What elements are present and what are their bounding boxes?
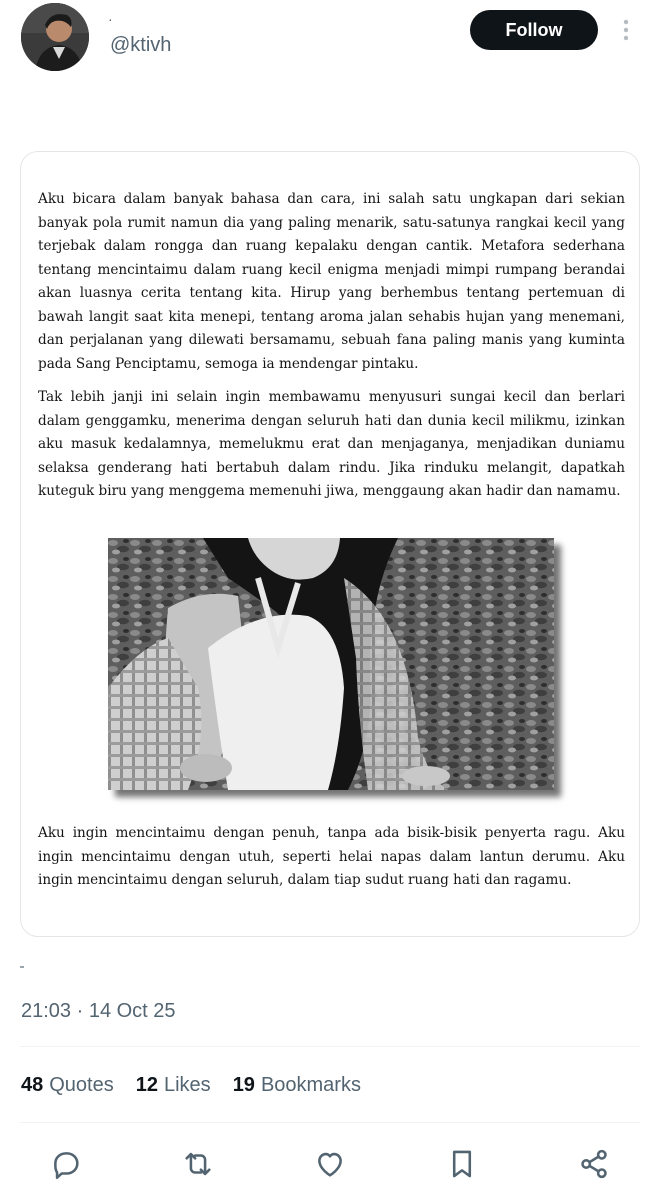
share-icon xyxy=(577,1147,611,1181)
quotes-stat[interactable] xyxy=(21,1074,114,1097)
woman-in-garden-illustration xyxy=(108,538,554,790)
likes-label: Likes xyxy=(163,1074,211,1096)
bookmark-icon xyxy=(445,1147,479,1181)
quotes-label: Quotes xyxy=(49,1074,114,1096)
bookmarks-label: Bookmarks xyxy=(260,1074,361,1096)
more-options-button[interactable] xyxy=(612,14,640,46)
bookmarks-count: 19 xyxy=(232,1074,255,1096)
poem-paragraph-3: Aku ingin mencintaimu dengan penuh, tanpa ada bisik-bisik penyerta ragu. Aku ingin mencintaimu dengan utuh, seperti helai napas dalam lantun derumu. Aku ingin mencintaimu dengan seluruh, dalam tiap sudut ruang hati dan ragamu. xyxy=(38,825,625,888)
repost-icon xyxy=(181,1147,215,1181)
display-name[interactable]: · xyxy=(108,11,113,27)
post-image-card[interactable] xyxy=(20,151,640,937)
like-button[interactable] xyxy=(312,1146,348,1182)
avatar-photo xyxy=(21,3,89,71)
avatar[interactable] xyxy=(21,3,89,71)
follow-button[interactable]: Follow xyxy=(470,10,598,50)
text-fragment xyxy=(20,966,24,968)
reply-button[interactable] xyxy=(48,1146,84,1182)
more-vertical-icon xyxy=(623,19,629,41)
engagement-stats xyxy=(21,1074,361,1097)
reply-icon xyxy=(49,1147,83,1181)
share-button[interactable] xyxy=(576,1146,612,1182)
quotes-count: 48 xyxy=(21,1074,44,1096)
bookmarks-stat[interactable] xyxy=(233,1074,361,1097)
like-icon xyxy=(313,1147,347,1181)
poem-paragraph-2: Tak lebih janji ini selain ingin membawamu menyusuri sungai kecil dan berlari dalam genggamku, menerima dengan seluruh hati dan dunia kecil milikmu, izinkan aku masuk kedalamnya, memelukmu erat dan menjaganya, menjadikan duniamu selaksa genderang hati bertabuh dalam rindu. Jika rinduku melangit, dapatkah kuteguk biru yang menggema memenuhi jiwa, menggaung akan hadir dan namamu. xyxy=(38,389,625,499)
post-header xyxy=(0,0,660,80)
divider xyxy=(20,1046,640,1047)
grayscale-photo xyxy=(108,538,554,790)
post-action-bar xyxy=(0,1140,660,1190)
divider xyxy=(20,1122,640,1123)
user-handle[interactable]: @ktivh xyxy=(110,34,172,56)
likes-count: 12 xyxy=(135,1074,158,1096)
likes-stat[interactable] xyxy=(136,1074,211,1097)
poem-paragraph-1: Aku bicara dalam banyak bahasa dan cara, ini salah satu ungkapan dari sekian banyak pola rumit namun dia yang paling menarik, satu-satunya rangkai kecil yang terjebak dalam rongga dan ruang kepalaku dengan cantik. Metafora sederhana tentang mencintaimu dalam ruang kecil enigma menjadi mimpi rumpang berandai akan luasnya cerita tentang kita. Hirup yang berhembus tentang pertemuan di bawah langit saat kita menepi, tentang aroma jalan sehabis hujan yang menemani, dan perjalanan yang dilewati bersamamu, sebuah fana paling manis yang kuminta pada Sang Penciptamu, semoga ia mendengar pintaku. xyxy=(38,191,625,372)
bookmark-button[interactable] xyxy=(444,1146,480,1182)
post-timestamp[interactable]: 21:03 · 14 Oct 25 xyxy=(21,1000,176,1022)
repost-button[interactable] xyxy=(180,1146,216,1182)
